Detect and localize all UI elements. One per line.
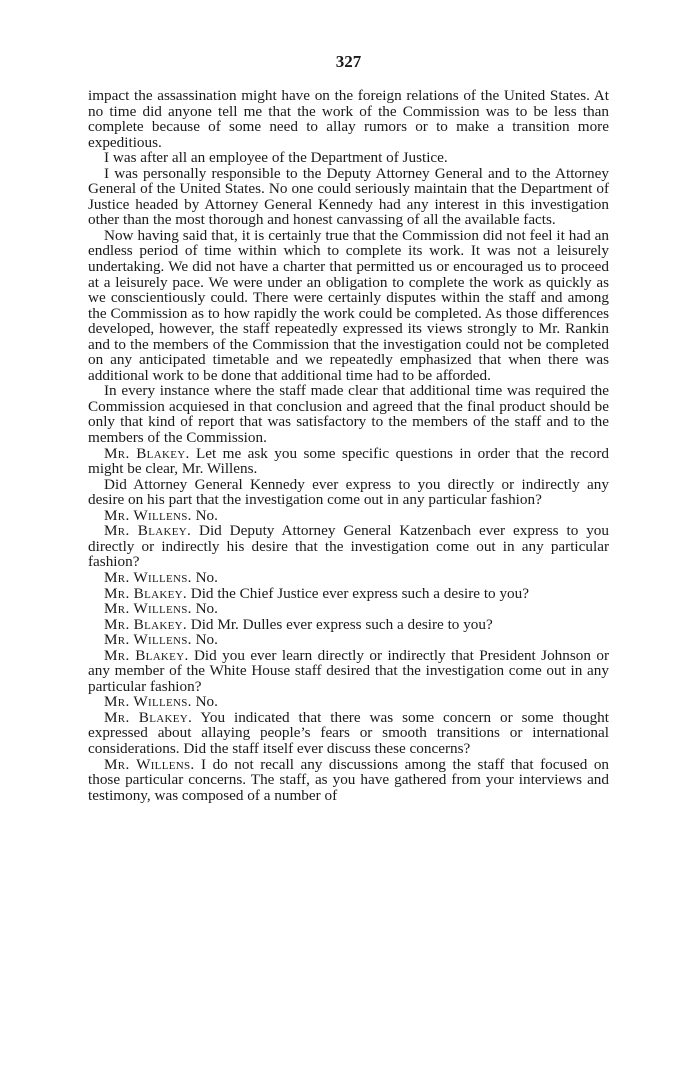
speaker-name: Mr. Willens. [104,568,192,586]
paragraph-text: Did Mr. Dulles ever express such a desire to you? [190,615,493,633]
page-number: 327 [335,52,362,71]
body-text [88,88,609,803]
testimony-paragraph [88,617,609,633]
document-page [88,52,609,803]
text-paragraph [88,383,609,445]
testimony-paragraph [88,570,609,586]
paragraph-text: I was personally responsible to the Deputy Attorney General and to the Attorney General of the United States. No one could seriously maintain that the Department of Justice headed by Attorney General Kennedy had any interest in this investigation other than the most thorough and honest canvassing of all the available facts. [88,164,609,229]
speaker-name: Mr. Willens. [104,755,195,773]
text-paragraph [88,88,609,150]
speaker-name: Mr. Blakey. [104,708,193,726]
speaker-name: Mr. Blakey. [104,584,187,602]
text-paragraph [88,477,609,508]
speaker-name: Mr. Willens. [104,631,192,649]
paragraph-text: I was after all an employee of the Department of Justice. [104,149,448,167]
speaker-name: Mr. Willens. [104,506,192,524]
text-paragraph [88,228,609,383]
paragraph-text: Did the Chief Justice ever express such a desire to you? [190,584,529,602]
paragraph-text: No. [195,631,218,649]
paragraph-text: No. [195,568,218,586]
speaker-name: Mr. Blakey. [104,615,187,633]
speaker-name: Mr. Blakey. [104,444,190,462]
testimony-paragraph [88,446,609,477]
testimony-paragraph [88,523,609,570]
speaker-name: Mr. Blakey. [104,646,189,664]
testimony-paragraph [88,586,609,602]
text-paragraph [88,150,609,166]
testimony-paragraph [88,648,609,695]
paragraph-text: Did Attorney General Kennedy ever express to you directly or indirectly any desire on his part that the investigation come out in any particular fashion? [88,475,609,509]
text-paragraph [88,166,609,228]
speaker-name: Mr. Willens. [104,693,192,711]
testimony-paragraph [88,632,609,648]
testimony-paragraph [88,757,609,804]
paragraph-text: Now having said that, it is certainly true that the Commission did not feel it had an endless period of time within which to complete its work. It was not a leisurely undertaking. We did not have a charter that permitted us or encouraged us to proceed at a leisurely pace. We were under an obligation to complete the work as quickly as we conscientiously could. There were certainly disputes within the staff and among the Commission as to how rapidly the work could be completed. As those differences developed, however, the staff repeatedly expressed its views strongly to Mr. Rankin and to the members of the Commission that the investigation could not be completed on any anticipated timetable and we repeatedly emphasized that when there was additional work to be done that additional time had to be afforded. [88,226,609,384]
paragraph-text: Did Deputy Attorney General Katzenbach ever express to you directly or indirectly his desire that the investigation come out in any particular fashion? [88,522,609,571]
testimony-paragraph [88,710,609,757]
paragraph-text: No. [195,600,218,618]
testimony-paragraph [88,508,609,524]
paragraph-text: No. [195,693,218,711]
paragraph-text: No. [195,506,218,524]
paragraph-text: Let me ask you some specific questions in order that the record might be clear, Mr. Willens. [88,444,610,478]
testimony-paragraph [88,601,609,617]
paragraph-text: I do not recall any discussions among the staff that focused on those particular concerns. The staff, as you have gathered from your interviews and testimony, was composed of a number of [88,755,610,804]
paragraph-text: Did you ever learn directly or indirectly that President Johnson or any member of the White House staff desired that the investigation come out in any particular fashion? [88,646,609,695]
paragraph-text: impact the assassination might have on the foreign relations of the United States. At no time did anyone tell me that the work of the Commission was to be less than complete because of some need to allay rumors or to make a transition more expeditious. [88,87,609,151]
paragraph-text: In every instance where the staff made clear that additional time was required the Commission acquiesed in that conclusion and agreed that the final product should be only that kind of report that was satisfactory to the members of the staff and to the members of the Commission. [88,382,609,447]
paragraph-text: You indicated that there was some concern or some thought expressed about allaying people’s fears or smooth transitions or international considerations. Did the staff itself ever discuss these concerns? [88,708,609,757]
speaker-name: Mr. Blakey. [104,522,192,540]
speaker-name: Mr. Willens. [104,600,192,618]
testimony-paragraph [88,694,609,710]
